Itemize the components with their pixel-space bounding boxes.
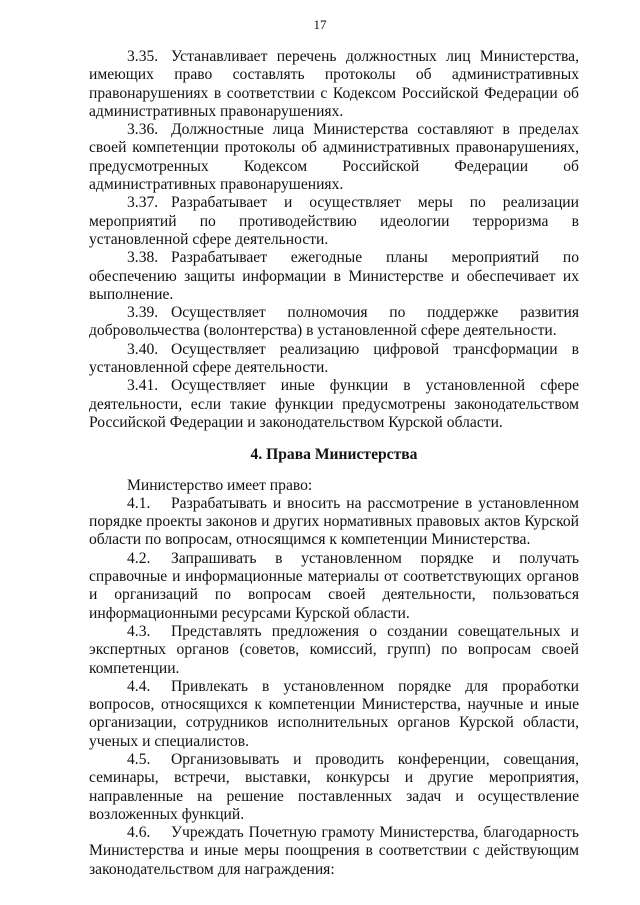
clause-text: Осуществляет иные функции в установленной сфере деятельности, если такие функции предусмотрены законодательством Российской Федерации и законодательством Курской области. bbox=[89, 377, 579, 431]
clause-number: 3.37. bbox=[127, 194, 159, 212]
clause-number: 4.3. bbox=[127, 622, 151, 640]
clause-number: 3.40. bbox=[127, 340, 159, 358]
clause-number: 4.6. bbox=[127, 824, 151, 842]
clause-number: 4.1. bbox=[127, 494, 151, 512]
clause-number: 4.5. bbox=[127, 750, 151, 768]
clause-number: 4.4. bbox=[127, 677, 151, 695]
clause-3-40 bbox=[89, 341, 579, 378]
clause-text: Разрабатывает ежегодные планы мероприятий по обеспечению защиты информации в Министерстве и обеспечивает их выполнение. bbox=[89, 249, 579, 303]
clause-text: Запрашивать в установленном порядке и получать справочные и информационные материалы от соответствующих органов и организаций по вопросам своей деятельности, пользоваться информационными ресурсами Курской области. bbox=[89, 549, 579, 622]
clause-3-39 bbox=[89, 304, 579, 341]
clause-4-2 bbox=[89, 550, 579, 623]
clause-text: Разрабатывает и осуществляет меры по реализации мероприятий по противодействию идеологии терроризма в установленной сфере деятельности. bbox=[89, 194, 579, 248]
clause-number: 3.35. bbox=[127, 48, 159, 65]
clause-4-3 bbox=[89, 623, 579, 678]
clause-number: 4.2. bbox=[127, 549, 151, 567]
page-number: 17 bbox=[313, 17, 327, 32]
clause-4-5 bbox=[89, 751, 579, 824]
clause-3-41 bbox=[89, 377, 579, 432]
clause-number: 3.39. bbox=[127, 304, 159, 322]
clause-number: 3.36. bbox=[127, 121, 159, 139]
clause-text: Организовывать и проводить конференции, совещания, семинары, встречи, выставки, конкурсы и другие мероприятия, направленные на решение поставленных задач и осуществление возложенных функций. bbox=[89, 750, 579, 823]
clause-text: Устанавливает перечень должностных лиц Министерства, имеющих право составлять протоколы об административных правонарушениях в соответствии с Кодексом Российской Федерации об административных правонарушениях. bbox=[89, 48, 579, 120]
clause-number: 3.41. bbox=[127, 377, 159, 395]
clause-text: Привлекать в установленном порядке для проработки вопросов, относящихся к компетенции Министерства, научные и иные организации, сотрудников исполнительных органов Курской области, ученых и специалистов. bbox=[89, 677, 579, 750]
clause-text: Представлять предложения о создании совещательных и экспертных органов (советов, комиссий, групп) по вопросам своей компетенции. bbox=[89, 622, 579, 677]
clause-4-4 bbox=[89, 678, 579, 751]
clause-text: Должностные лица Министерства составляют в пределах своей компетенции протоколы об административных правонарушениях, предусмотренных Кодексом Российской Федерации об административных правонарушениях. bbox=[89, 121, 579, 194]
clause-text: Осуществляет реализацию цифровой трансформации в установленной сфере деятельности. bbox=[89, 340, 579, 377]
clause-3-35 bbox=[89, 48, 579, 121]
clause-3-36 bbox=[89, 121, 579, 194]
section-heading: 4. Права Министерства bbox=[250, 446, 418, 464]
document-body bbox=[89, 48, 579, 879]
clause-3-37 bbox=[89, 194, 579, 249]
clause-3-38 bbox=[89, 249, 579, 304]
section-intro: Министерство имеет право: bbox=[127, 476, 313, 494]
clause-text: Учреждать Почетную грамоту Министерства, благодарность Министерства и иные меры поощрения в соответствии с действующим законодательством для награждения: bbox=[89, 824, 579, 878]
clause-text: Разрабатывать и вносить на рассмотрение в установленном порядке проекты законов и других нормативных правовых актов Курской области по вопросам, относящимся к компетенции Министерства. bbox=[89, 494, 579, 549]
clause-text: Осуществляет полномочия по поддержке развития добровольчества (волонтерства) в установленной сфере деятельности. bbox=[89, 304, 579, 340]
clause-number: 3.38. bbox=[127, 249, 159, 267]
clause-4-1 bbox=[89, 495, 579, 550]
clause-4-6 bbox=[89, 824, 579, 879]
